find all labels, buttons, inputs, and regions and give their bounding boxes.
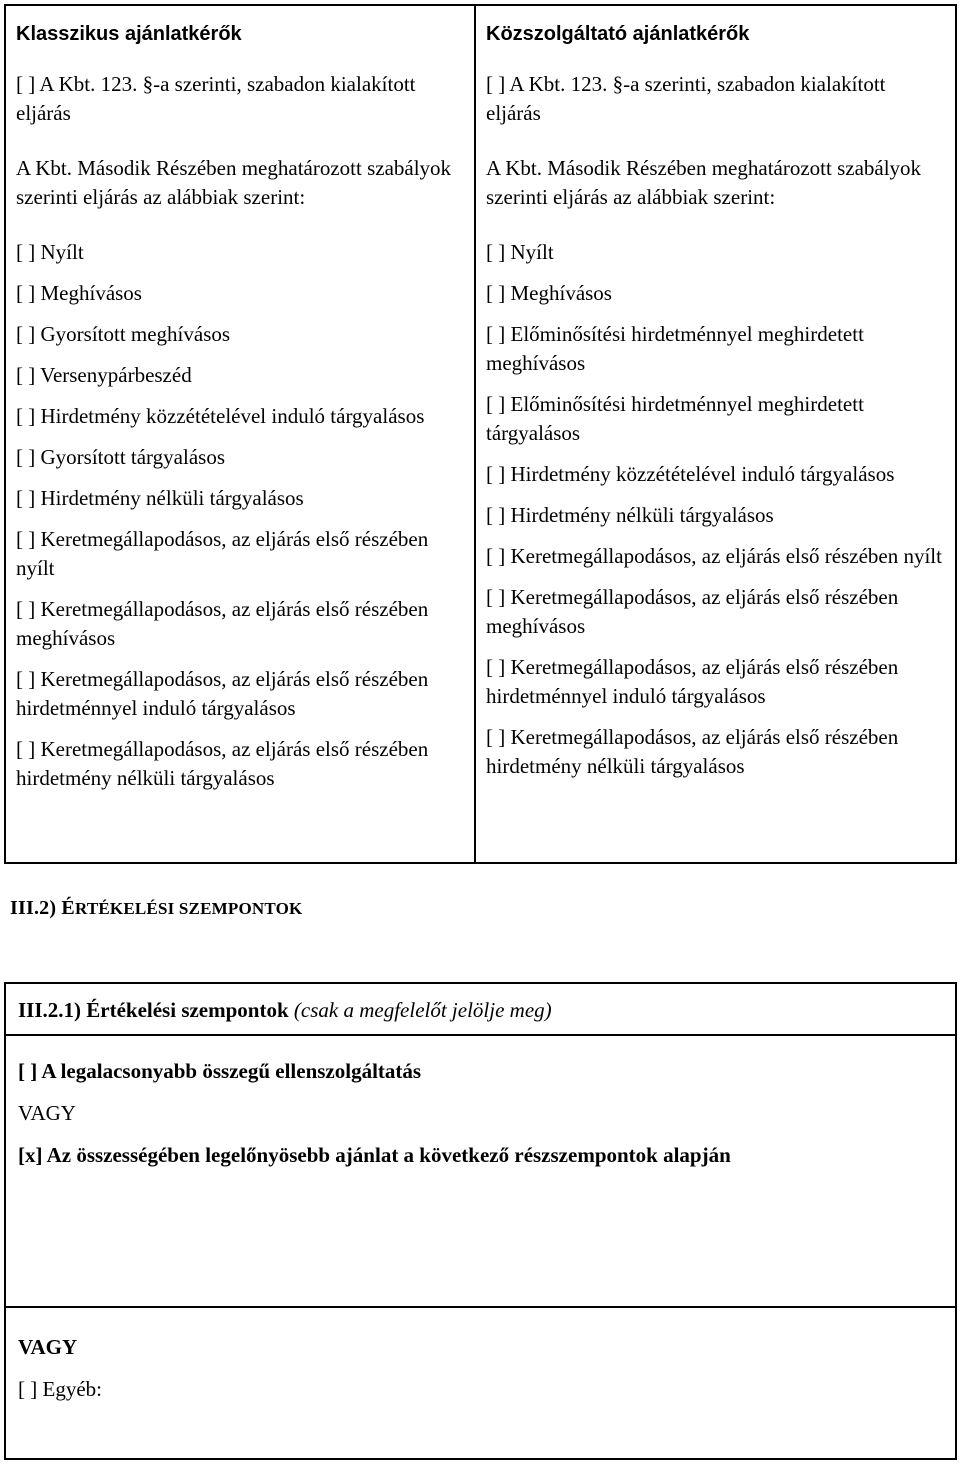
- procedure-intro: A Kbt. Második Részében meghatározott szabályok szerinti eljárás az alábbiak szerint:: [486, 156, 922, 209]
- option-framework-negotiated-with-notice[interactable]: [ ] Keretmegállapodásos, az eljárás első részében hirdetménnyel induló tárgyalásos: [486, 655, 899, 708]
- free-procedure-option[interactable]: [ ] A Kbt. 123. §-a szerinti, szabadon kialakított eljárás: [486, 72, 886, 125]
- option-other[interactable]: [ ] Egyéb:: [18, 1377, 102, 1401]
- option-open[interactable]: [ ] Nyílt: [486, 240, 554, 264]
- evaluation-heading-row: [6, 984, 955, 1036]
- option-framework-negotiated-without-notice[interactable]: [ ] Keretmegállapodásos, az eljárás első részében hirdetmény nélküli tárgyalásos: [486, 725, 899, 778]
- option-most-advantageous[interactable]: [x] Az összességében legelőnyösebb ajánlat a következő részszempontok alapján: [18, 1143, 731, 1167]
- option-competitive-dialogue[interactable]: [ ] Versenypárbeszéd: [16, 363, 192, 387]
- option-framework-open[interactable]: [ ] Keretmegállapodásos, az eljárás első részében nyílt: [16, 527, 429, 580]
- option-restricted[interactable]: [ ] Meghívásos: [16, 281, 142, 305]
- option-prequalified-restricted[interactable]: [ ] Előminősítési hirdetménnyel meghirdetett meghívásos: [486, 322, 864, 375]
- option-framework-restricted[interactable]: [ ] Keretmegállapodásos, az eljárás első részében meghívásos: [486, 585, 899, 638]
- option-negotiated-with-notice[interactable]: [ ] Hirdetmény közzétételével induló tárgyalásos: [16, 404, 425, 428]
- option-prequalified-negotiated[interactable]: [ ] Előminősítési hirdetménnyel meghirdetett tárgyalásos: [486, 392, 864, 445]
- option-accelerated-restricted[interactable]: [ ] Gyorsított meghívásos: [16, 322, 231, 346]
- option-negotiated-without-notice[interactable]: [ ] Hirdetmény nélküli tárgyalásos: [486, 503, 774, 527]
- evaluation-heading: III.2.1) Értékelési szempontok: [18, 998, 289, 1022]
- utility-contracting-authorities-column: [476, 6, 955, 862]
- procedure-intro: A Kbt. Második Részében meghatározott szabályok szerinti eljárás az alábbiak szerint:: [16, 156, 452, 209]
- evaluation-options-row: [6, 1036, 955, 1308]
- section-title: [10, 897, 302, 920]
- evaluation-other-row: [6, 1308, 955, 1410]
- section-number: III.2): [10, 897, 57, 919]
- option-framework-negotiated-with-notice[interactable]: [ ] Keretmegállapodásos, az eljárás első részében hirdetménnyel induló tárgyalásos: [16, 667, 429, 720]
- option-accelerated-negotiated[interactable]: [ ] Gyorsított tárgyalásos: [16, 445, 225, 469]
- option-restricted[interactable]: [ ] Meghívásos: [486, 281, 612, 305]
- classic-contracting-authorities-column: [6, 6, 476, 862]
- section-title-initial: É: [61, 897, 75, 919]
- option-lowest-price[interactable]: [ ] A legalacsonyabb összegű ellenszolgáltatás: [18, 1059, 422, 1083]
- option-negotiated-without-notice[interactable]: [ ] Hirdetmény nélküli tárgyalásos: [16, 486, 304, 510]
- option-framework-restricted[interactable]: [ ] Keretmegállapodásos, az eljárás első részében meghívásos: [16, 597, 429, 650]
- free-procedure-option[interactable]: [ ] A Kbt. 123. §-a szerinti, szabadon kialakított eljárás: [16, 72, 416, 125]
- option-framework-negotiated-without-notice[interactable]: [ ] Keretmegállapodásos, az eljárás első részében hirdetmény nélküli tárgyalásos: [16, 737, 429, 790]
- option-negotiated-with-notice[interactable]: [ ] Hirdetmény közzétételével induló tárgyalásos: [486, 462, 895, 486]
- column-heading: Klasszikus ajánlatkérők: [16, 23, 242, 45]
- procedure-type-table: [4, 4, 957, 864]
- option-open[interactable]: [ ] Nyílt: [16, 240, 84, 264]
- column-heading: Közszolgáltató ajánlatkérők: [486, 23, 750, 45]
- option-framework-open[interactable]: [ ] Keretmegállapodásos, az eljárás első részében nyílt: [486, 544, 942, 568]
- evaluation-heading-note: (csak a megfelelőt jelölje meg): [293, 998, 552, 1022]
- or-separator: VAGY: [18, 1101, 76, 1125]
- section-title-rest: RTÉKELÉSI SZEMPONTOK: [74, 899, 303, 918]
- or-separator: VAGY: [18, 1335, 78, 1359]
- evaluation-criteria-box: [4, 982, 957, 1460]
